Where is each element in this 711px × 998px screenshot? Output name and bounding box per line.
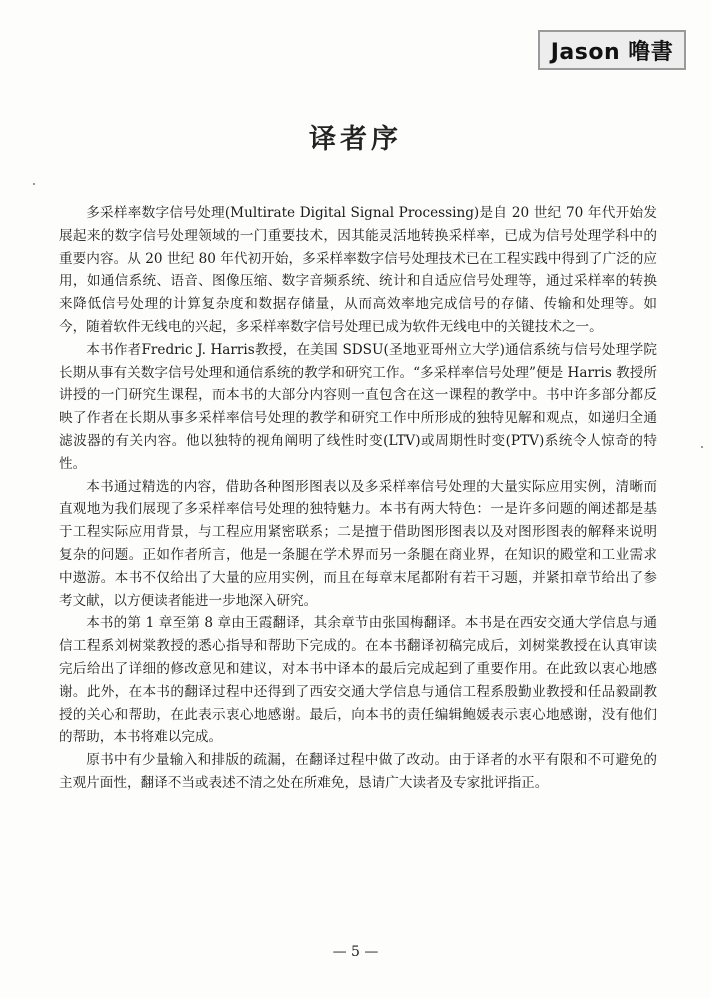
scan-speck bbox=[701, 446, 703, 448]
paragraph: 原书中有少量输入和排版的疏漏，在翻译过程中做了改动。由于译者的水平有限和不可避免的主观片面性，翻译不当或表述不清之处在所难免，恳请广大读者及专家批评指正。 bbox=[59, 752, 657, 791]
body-text bbox=[59, 202, 657, 795]
page-number: — 5 — bbox=[332, 944, 379, 960]
paragraph: 多采样率数字信号处理(Multirate Digital Signal Processing)是自 20 世纪 70 年代开始发展起来的数字信号处理领域的一门重要技术，因其能灵活地转换采样率，已成为信号处理学科中的重要内容。从 20 世纪 80 年代初开始，多采样率数字信号处理技术已在工程实践中得到了广泛的应用，如通信系统、语音、图像压缩、数字音频系统、统计和自适应信号处理等，通过采样率的转换来降低信号处理的计算复杂度和数据存储量，从而高效率地完成信号的存储、传输和处理等。如今，随着软件无线电的兴起，多采样率数字信号处理已成为软件无线电中的关键技术之一。 bbox=[59, 205, 657, 335]
page-title: 译者序 bbox=[309, 124, 402, 155]
watermark-stamp: Jason 噜書 bbox=[538, 30, 686, 70]
paragraph: 本书通过精选的内容，借助各种图形图表以及多采样率信号处理的大量实际应用实例，清晰而直观地为我们展现了多采样率信号处理的独特魅力。本书有两大特色：一是许多问题的阐述都是基于工程实际应用背景，与工程应用紧密联系；二是擅于借助图形图表以及对图形图表的解释来说明复杂的问题。正如作者所言，他是一条腿在学术界而另一条腿在商业界，在知识的殿堂和工业需求中遨游。本书不仅给出了大量的应用实例，而且在每章末尾都附有若干习题，并紧扣章节给出了参考文献，以方便读者能进一步地深入研究。 bbox=[59, 478, 657, 609]
scan-speck bbox=[33, 183, 35, 185]
paragraph: 本书作者Fredric J. Harris教授，在美国 SDSU(圣地亚哥州立大学)通信系统与信号处理学院长期从事有关数字信号处理和通信系统的教学和研究工作。“多采样率信号处理”便是 Harris 教授所讲授的一门研究生课程，而本书的大部分内容则一直包含在这一课程的教学中。书中许多部分都反映了作者在长期从事多采样率信号处理的教学和研究工作中所形成的独特见解和观点，如递归全通滤波器的有关内容。他以独特的视角阐明了线性时变(LTV)或周期性时变(PTV)系统令人惊奇的特性。 bbox=[59, 341, 657, 472]
paragraph: 本书的第 1 章至第 8 章由王霞翻译，其余章节由张国梅翻译。本书是在西安交通大学信息与通信工程系刘树棠教授的悉心指导和帮助下完成的。在本书翻译初稿完成后，刘树棠教授在认真审读完后给出了详细的修改意见和建议，对本书中译本的最后完成起到了重要作用。在此致以衷心地感谢。此外，在本书的翻译过程中还得到了西安交通大学信息与通信工程系殷勤业教授和任品毅副教授的关心和帮助，在此表示衷心地感谢。最后，向本书的责任编辑鲍媛表示衷心地感谢，没有他们的帮助，本书将难以完成。 bbox=[59, 615, 657, 746]
